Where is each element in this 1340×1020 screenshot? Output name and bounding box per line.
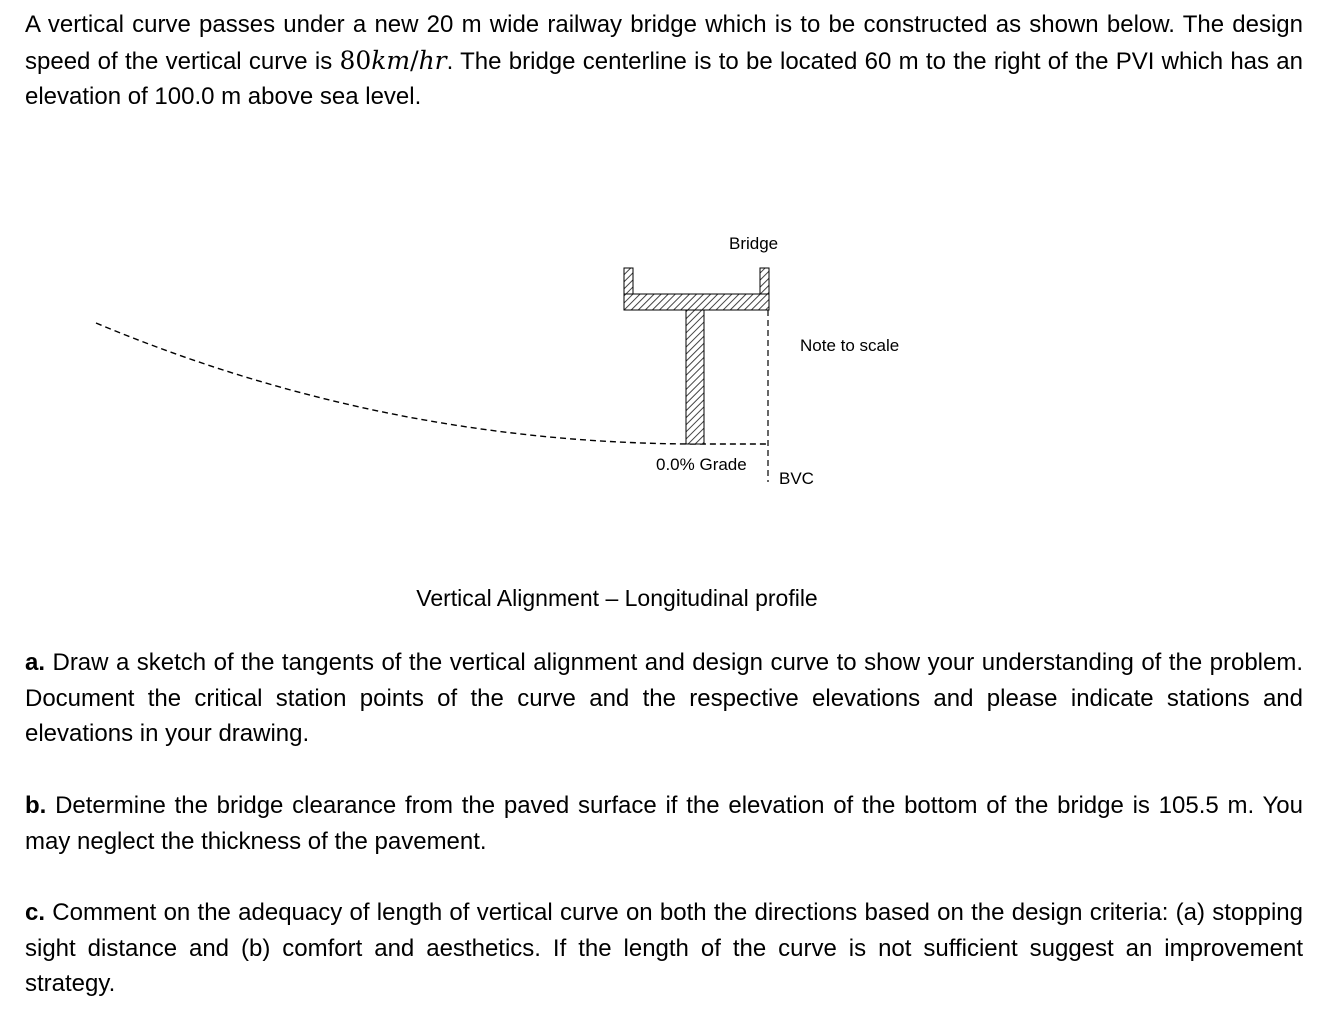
bridge-right-parapet [760, 268, 769, 295]
question-a-marker: a. [25, 649, 46, 676]
figure-caption: Vertical Alignment – Longitudinal profile [416, 585, 818, 611]
question-a-text: Draw a sketch of the tangents of the vertical alignment and design curve to show your understanding of the problem. Document the critical station points of the curve and the respective elevations and please indicate stations and elevations in your drawing. [25, 649, 1303, 747]
intro-text-part-1: A vertical curve passes under a new 20 m wide railway bridge which is to be constructed as shown below. The design speed of the vertical curve is [25, 11, 1303, 75]
grade-label: 0.0% Grade [656, 455, 747, 474]
question-c-marker: c. [25, 899, 46, 926]
question-c-text: Comment on the adequacy of length of vertical curve on both the directions based on the design criteria: (a) stopping sight distance and (b) comfort and aesthetics. If the length of the curve is not sufficient suggest an improvement strategy. [25, 899, 1303, 997]
bridge-left-parapet [624, 268, 633, 295]
question-b-marker: b. [25, 792, 47, 819]
bridge-deck [624, 294, 769, 310]
design-speed-unit-hr: hr [418, 45, 447, 75]
note-to-scale-label: Note to scale [800, 336, 900, 355]
intro-text-part-2: . The bridge centerline is to be located 60 m to the right of the PVI which has an elevation of 100.0 m above sea level. [25, 47, 1303, 110]
question-b [25, 788, 1303, 859]
bridge-label: Bridge [729, 234, 779, 253]
question-c [25, 895, 1303, 1002]
bvc-label: BVC [779, 469, 814, 488]
bridge-structure [624, 268, 769, 444]
question-b-text: Determine the bridge clearance from the paved surface if the elevation of the bottom of the bridge is 105.5 m. You may neglect the thickness of the pavement. [25, 792, 1303, 855]
question-a [25, 645, 1303, 752]
design-speed-value: 80 [339, 45, 372, 75]
bridge-pier [686, 310, 704, 444]
design-speed-unit-km: km [371, 45, 411, 75]
design-speed-unit-slash: / [410, 45, 419, 75]
vertical-curve-dashed [96, 323, 768, 444]
